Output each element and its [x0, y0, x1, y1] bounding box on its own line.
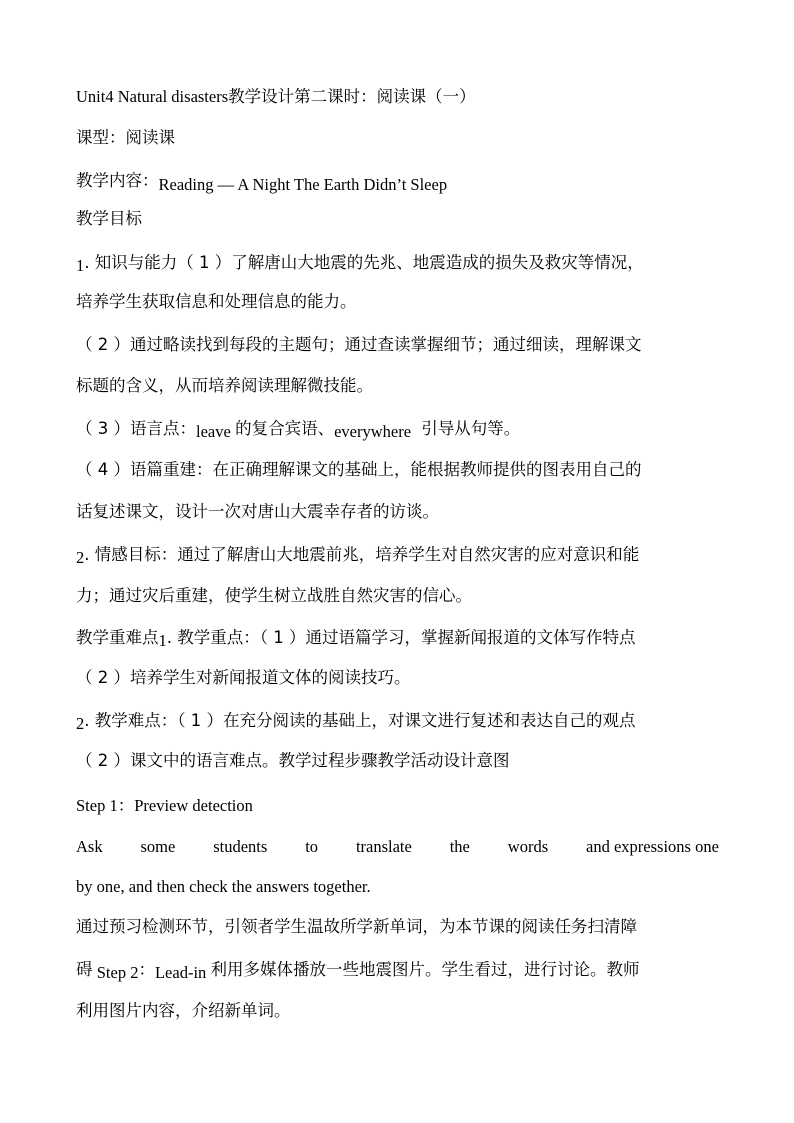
- step-1-value: Preview detection: [134, 796, 253, 815]
- step-1-heading: [76, 795, 726, 817]
- difficulties-number: 2: [76, 714, 85, 733]
- step-2-text: 利用多媒体播放一些地震图片。学生看过，进行讨论。教师: [210, 960, 640, 979]
- step-2-text-cont: 利用图片内容，介绍新单词。: [76, 1001, 291, 1020]
- objective-3-word-leave: leave: [196, 422, 231, 441]
- objective-2-text: （ 2 ）通过略读找到每段的主题句；通过查读掌握细节；通过细读，理解课文: [76, 335, 642, 354]
- objective-2-text-cont: 标题的含义，从而培养阅读理解微技能。: [76, 376, 373, 395]
- title-chinese: 教学设计第二课时：阅读课（一）: [228, 87, 476, 106]
- ask-word: translate: [355, 837, 412, 856]
- ask-word: Ask: [76, 837, 103, 856]
- objective-3: [76, 418, 726, 440]
- step-1-label: Step 1: [76, 796, 118, 815]
- document-title: [76, 86, 726, 108]
- objective-1-line-1: [76, 252, 726, 274]
- ask-word: to: [305, 837, 319, 856]
- emotion-goal-text-cont: 力；通过灾后重建，使学生树立战胜自然灾害的信心。: [76, 586, 472, 605]
- objective-1-number: 1: [76, 256, 85, 275]
- preview-line-3: [76, 1000, 726, 1022]
- objective-2-line-1: [76, 334, 726, 356]
- objective-1-line-2: [76, 291, 726, 313]
- key-points-heading: 教学重难点: [76, 628, 159, 647]
- step-2-label: Step 2: [96, 963, 139, 982]
- lesson-type-text: 课型：阅读课: [76, 128, 175, 147]
- preview-text-cont: 碍: [76, 960, 93, 979]
- objectives-heading-text: 教学目标: [76, 209, 142, 228]
- preview-line-1: [76, 916, 726, 938]
- emotion-goal-text: . 情感目标：通过了解唐山大地震前兆，培养学生对自然灾害的应对意识和能: [84, 545, 640, 564]
- key-points-line-2: [76, 667, 726, 689]
- objective-3-prefix: （ 3 ）语言点：: [76, 419, 196, 438]
- ask-line-1-words: [76, 836, 719, 858]
- ask-word: some: [140, 837, 176, 856]
- preview-line-2: [76, 959, 726, 981]
- objective-1-text-cont: 培养学生获取信息和处理信息的能力。: [76, 292, 357, 311]
- ask-line-2-text: by one, and then check the answers together.: [76, 877, 371, 896]
- objective-3-suffix: 引导从句等。: [421, 419, 521, 438]
- ask-word: the: [449, 837, 470, 856]
- ask-line-2: [76, 876, 726, 898]
- teaching-content: [76, 170, 726, 192]
- objective-4-text: （ 4 ）语篇重建：在正确理解课文的基础上，能根据教师提供的图表用自己的: [76, 460, 642, 479]
- objective-2-line-2: [76, 375, 726, 397]
- ask-word: students: [213, 837, 268, 856]
- key-points-text-cont: （ 2 ）培养学生对新闻报道文体的阅读技巧。: [76, 668, 411, 687]
- objective-1-text: . 知识与能力（ 1 ）了解唐山大地震的先兆、地震造成的损失及救灾等情况，: [84, 253, 644, 272]
- emotion-goal-number: 2: [76, 548, 85, 567]
- ask-line-1: [76, 836, 726, 858]
- difficulties-text-cont: （ 2 ）课文中的语言难点。教学过程步骤教学活动设计意图: [76, 751, 510, 770]
- ask-word: words: [507, 837, 549, 856]
- title-latin: Unit4 Natural disasters: [76, 87, 229, 106]
- key-points-number: 1: [158, 631, 167, 650]
- ask-word: and expressions one: [586, 837, 719, 856]
- objective-4-line-1: [76, 459, 726, 481]
- teaching-content-value: Reading — A Night The Earth Didn’t Sleep: [158, 175, 448, 194]
- step-1-colon: ：: [117, 796, 135, 815]
- objective-4-line-2: [76, 501, 726, 523]
- preview-text: 通过预习检测环节，引领者学生温故所学新单词，为本节课的阅读任务扫清障: [76, 917, 637, 936]
- difficulties-line-2: [76, 750, 726, 772]
- objectives-heading: [76, 208, 726, 230]
- step-2-value: Lead-in: [154, 963, 207, 982]
- key-points-line-1: [76, 627, 726, 649]
- objective-3-word-everywhere: everywhere: [334, 422, 412, 441]
- emotion-goal-line-2: [76, 585, 726, 607]
- teaching-content-label: 教学内容：: [76, 171, 159, 190]
- difficulties-text: . 教学难点：（ 1 ）在充分阅读的基础上，对课文进行复述和表达自己的观点: [84, 711, 636, 730]
- objective-4-text-cont: 话复述课文，设计一次对唐山大震幸存者的访谈。: [76, 502, 439, 521]
- lesson-type: [76, 127, 726, 149]
- key-points-text: . 教学重点：（ 1 ）通过语篇学习，掌握新闻报道的文体写作特点: [166, 628, 636, 647]
- emotion-goal-line-1: [76, 544, 726, 566]
- objective-3-middle: 的复合宾语、: [235, 419, 335, 438]
- difficulties-line-1: [76, 710, 726, 732]
- step-2-colon: ：: [138, 960, 155, 979]
